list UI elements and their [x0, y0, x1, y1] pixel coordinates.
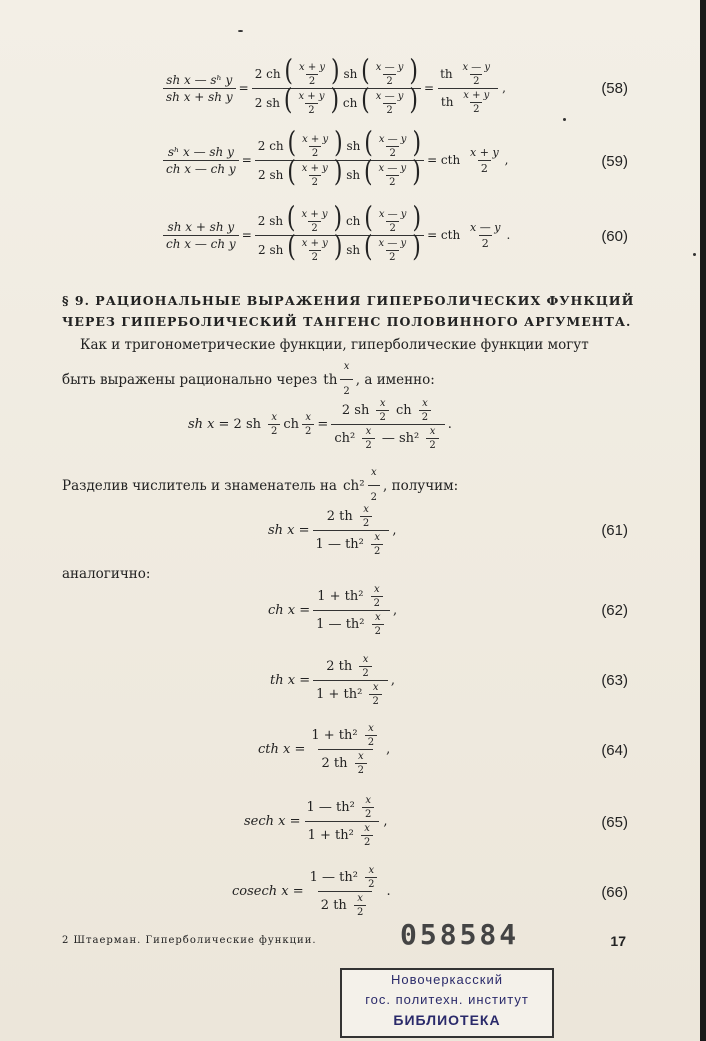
equation-number-64: (64): [601, 742, 628, 759]
ink-speck: [693, 253, 696, 256]
eq65-lhs: sech x =: [244, 813, 301, 829]
paragraph-intro: Как и тригонометрические функции, гиперболические функции могут быть выражены рационально через th $\frac{x}{2}$ , а именно:: [62, 334, 642, 403]
equation-number-59: (59): [601, 153, 628, 170]
inventory-number: 058584: [400, 918, 520, 951]
ink-speck: [238, 30, 243, 32]
equation-number-60: (60): [601, 228, 628, 245]
equation-number-61: (61): [601, 522, 628, 539]
equation-64: cth x = 1 + th² $\frac{x}{2}$ 2 th $\frac{x}{2}$ ,: [258, 722, 391, 776]
para2-line-b: , получим:: [383, 477, 459, 494]
equation-65: sech x = 1 — th² $\frac{x}{2}$ 1 + th² $\frac{x}{2}$ ,: [244, 794, 388, 848]
ink-speck: [563, 118, 566, 121]
heading-line-1: § 9. РАЦИОНАЛЬНЫЕ ВЫРАЖЕНИЯ ГИПЕРБОЛИЧЕСКИХ ФУНКЦИЙ: [62, 293, 635, 308]
para1-line-c: , а именно:: [355, 371, 435, 388]
section-heading: [62, 290, 642, 332]
para1-line-b: быть выражены рационально через: [62, 371, 318, 388]
equation-sh-expansion: sh x = 2 sh $\frac{x}{2}$ ch $\frac{x}{2}$ = 2 sh $\frac{x}{2}$ ch $\frac{x}{2}$ ch² $\frac{x}{2}$ — sh² $\frac{x}{2}$ .: [188, 397, 452, 451]
equation-62: ch x = 1 + th² $\frac{x}{2}$ 1 — th² $\frac{x}{2}$ ,: [268, 583, 398, 637]
heading-line-2: ЧЕРЕЗ ГИПЕРБОЛИЧЕСКИЙ ТАНГЕНС ПОЛОВИННОГО АРГУМЕНТА.: [62, 314, 632, 329]
para1-line-a: Как и тригонометрические функции, гиперболические функции могут: [80, 337, 589, 353]
equation-number-62: (62): [601, 602, 628, 619]
paragraph-divide: Разделив числитель и знаменатель на ch² $\frac{x}{2}$ , получим:: [62, 462, 642, 509]
equation-number-66: (66): [601, 884, 628, 901]
stamp-line-2: гос. политехн. институт: [365, 992, 529, 1007]
equation-61: sh x = 2 th $\frac{x}{2}$ 1 — th² $\frac{x}{2}$ ,: [268, 503, 397, 557]
para2-line-a: Разделив числитель и знаменатель на: [62, 477, 337, 494]
equation-number-63: (63): [601, 672, 628, 689]
library-stamp: [340, 968, 554, 1038]
eq63-lhs: th x =: [270, 672, 311, 688]
page-number: 17: [610, 933, 626, 949]
footer-signature: 2 Штаерман. Гиперболические функции.: [62, 935, 317, 946]
equation-63: th x = 2 th $\frac{x}{2}$ 1 + th² $\frac{x}{2}$ ,: [270, 653, 395, 707]
stamp-line-1: Новочеркасский: [391, 972, 503, 987]
eq62-lhs: ch x =: [268, 602, 311, 618]
equation-59: $\frac{\text{sʰ x — sh y}}{\text{ch x — ch y}}$ = 2 ch ( $\frac{x + y}{2}$ ) sh ( $\frac{x — y}{2}$ ) 2 sh ( $\frac{x + y}{2}$ ) sh ( $\frac{x — y}{2}$ ) = cth $\frac{x + y}{2}$ ,: [160, 130, 509, 190]
equation-number-65: (65): [601, 814, 628, 831]
stamp-line-3: БИБЛИОТЕКА: [393, 1012, 501, 1028]
equation-60: $\frac{\text{sh x + sh y}}{\text{ch x — ch y}}$ = 2 sh ( $\frac{x + y}{2}$ ) ch ( $\frac{x — y}{2}$ ) 2 sh ( $\frac{x + y}{2}$ ) sh ( $\frac{x — y}{2}$ ) = cth $\frac{x — y}{2}$ .: [160, 203, 510, 267]
page-edge: [700, 0, 706, 1041]
eq61-lhs: sh x =: [268, 522, 310, 538]
equation-66: cosech x = 1 — th² $\frac{x}{2}$ 2 th $\frac{x}{2}$ .: [232, 864, 391, 918]
eq66-lhs: cosech x =: [232, 883, 304, 899]
equation-number-58: (58): [601, 80, 628, 97]
similarly-text: аналогично:: [62, 566, 151, 582]
equation-58: $\frac{\text{sh x — sʰ y}}{\text{sh x + sh y}}$ = 2 ch ( $\frac{x + y}{2}$ ) sh ( $\frac{x — y}{2}$ ) 2 sh ( $\frac{x + y}{2}$ ) ch ( $\frac{x — y}{2}$ ) = th $\frac{x — y}{2}$ th $\frac{x + y}{2}$ ,: [160, 58, 506, 118]
eq64-lhs: cth x =: [258, 741, 306, 757]
